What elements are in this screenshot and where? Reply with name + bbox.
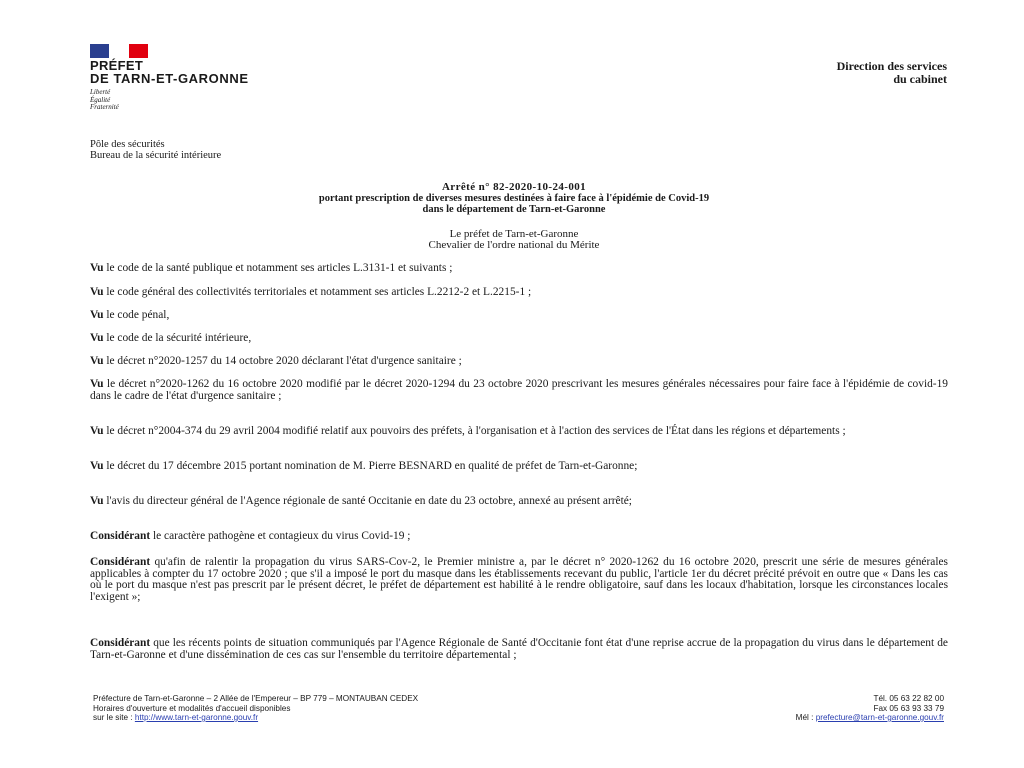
footer-contact-block: [796, 694, 944, 723]
paragraph-text: le décret n°2020-1257 du 14 octobre 2020 déclarant l'état d'urgence sanitaire ;: [103, 355, 462, 367]
paragraph-text: le décret n°2020-1262 du 16 octobre 2020 modifié par le décret 2020-1294 du 23 octobre 2020 prescrivant les mesures générales nécessaires pour faire face à l'épidémie de covid-19 dans le cadre de l'état d'urgence sanitaire ;: [90, 378, 948, 402]
arrete-subject-line-2: dans le département de Tarn-et-Garonne: [422, 204, 606, 215]
footer-mail-prefix: Mél :: [795, 713, 816, 722]
paragraph-lead: Considérant: [90, 637, 151, 649]
preamble-paragraph: [90, 379, 948, 402]
preamble-paragraph: [90, 426, 948, 438]
preamble-paragraph: [90, 461, 948, 473]
service-line-1: Pôle des sécurités: [90, 139, 165, 150]
footer-site-line: [93, 713, 418, 723]
footer-site-prefix: sur le site :: [93, 713, 135, 722]
paragraph-text: le code général des collectivités territoriales et notamment ses articles L.2212-2 et L.2215-1 ;: [103, 286, 532, 298]
logo-title-department: DE TARN-ET-GARONNE: [90, 71, 249, 86]
preamble-paragraph: [90, 356, 948, 368]
service-reference: [90, 139, 221, 161]
paragraph-text: le décret du 17 décembre 2015 portant nomination de M. Pierre BESNARD en qualité de préfet de Tarn-et-Garonne;: [103, 460, 638, 472]
footer-phone: Tél. 05 63 22 82 00: [873, 694, 944, 703]
paragraph-lead: Vu: [90, 286, 104, 298]
paragraph-text: l'avis du directeur général de l'Agence régionale de santé Occitanie en date du 23 octobre, annexé au présent arrêté;: [103, 495, 632, 507]
paragraph-text: le décret n°2004-374 du 29 avril 2004 modifié relatif aux pouvoirs des préfets, à l'organisation et à l'action des services de l'État dans les régions et départements ;: [103, 425, 846, 437]
paragraph-text: le caractère pathogène et contagieux du virus Covid-19 ;: [150, 530, 411, 542]
service-line-2: Bureau de la sécurité intérieure: [90, 150, 222, 161]
paragraph-lead: Vu: [90, 355, 104, 367]
preamble-paragraph: [90, 310, 948, 322]
paragraph-lead: Vu: [90, 332, 104, 344]
arrete-number: Arrêté n° 82-2020-10-24-001: [441, 181, 587, 193]
preamble-paragraph: [90, 287, 948, 299]
direction-line-1: Direction des services: [836, 59, 947, 73]
paragraph-lead: Considérant: [90, 556, 151, 568]
direction-line-2: du cabinet: [893, 72, 947, 86]
paragraph-text: qu'afin de ralentir la propagation du virus SARS-Cov-2, le Premier ministre a, par le décret n° 2020-1262 du 16 octobre 2020, prescrit une série de mesures générales applicables à compter du 17 octobre 2020 ; que s'il a imposé le port du masque dans les établissements recevant du public, l'article 1er du décret précité prévoit en outre que « Dans les cas où le port du masque n'est pas prescrit par le présent décret, le préfet de département est habilité à le rendre obligatoire, sauf dans les locaux d'habitation, lorsque les circonstances locales l'exigent »;: [90, 556, 948, 603]
marianne-flag-logo: [90, 44, 148, 58]
paragraph-lead: Vu: [90, 309, 104, 321]
footer-fax: Fax 05 63 93 33 79: [873, 703, 944, 713]
arrete-subject-line-1: portant prescription de diverses mesures destinées à faire face à l'épidémie de Covid-19: [318, 193, 710, 204]
preamble-paragraph: [90, 496, 948, 508]
footer-website-link[interactable]: http://www.tarn-et-garonne.gouv.fr: [134, 713, 259, 722]
paragraph-lead: Vu: [90, 460, 104, 472]
paragraph-lead: Vu: [90, 495, 104, 507]
paragraph-lead: Vu: [90, 262, 104, 274]
paragraph-text: le code de la sécurité intérieure,: [103, 332, 252, 344]
paragraph-lead: Vu: [90, 425, 104, 437]
footer-hours: Horaires d'ouverture et modalités d'accueil disponibles: [93, 703, 291, 713]
signatory-line-2: Chevalier de l'ordre national du Mérite: [428, 239, 600, 251]
footer-mail-line: [796, 713, 944, 723]
republic-motto: [90, 89, 119, 112]
footer-email-link[interactable]: prefecture@tarn-et-garonne.gouv.fr: [815, 713, 944, 722]
preamble-paragraph: [90, 333, 948, 345]
motto-egalite: Égalité: [90, 95, 111, 104]
preamble-paragraph: [90, 263, 948, 275]
signatory-line-1: Le préfet de Tarn-et-Garonne: [449, 228, 579, 240]
footer-address: Préfecture de Tarn-et-Garonne – 2 Allée de l'Empereur – BP 779 – MONTAUBAN CEDEX: [93, 694, 419, 703]
paragraph-text: le code pénal,: [103, 309, 170, 321]
paragraph-text: le code de la santé publique et notamment ses articles L.3131-1 et suivants ;: [103, 262, 453, 274]
footer-address-block: [93, 694, 418, 723]
motto-liberte: Liberté: [90, 88, 111, 96]
paragraph-lead: Vu: [90, 378, 104, 390]
motto-fraternite: Fraternité: [90, 103, 119, 111]
issuing-direction: [837, 60, 947, 86]
preamble-paragraph: [90, 531, 948, 543]
preamble-paragraph: [90, 557, 948, 603]
paragraph-lead: Considérant: [90, 530, 151, 542]
logo-title-prefet: PRÉFET: [90, 58, 144, 73]
preamble-paragraph: [90, 638, 948, 661]
paragraph-text: que les récents points de situation communiqués par l'Agence Régionale de Santé d'Occitanie font état d'une reprise accrue de la propagation du virus dans le département de Tarn-et-Garonne et d'une dissémination de ces cas sur l'ensemble du territoire départemental ;: [90, 637, 948, 661]
